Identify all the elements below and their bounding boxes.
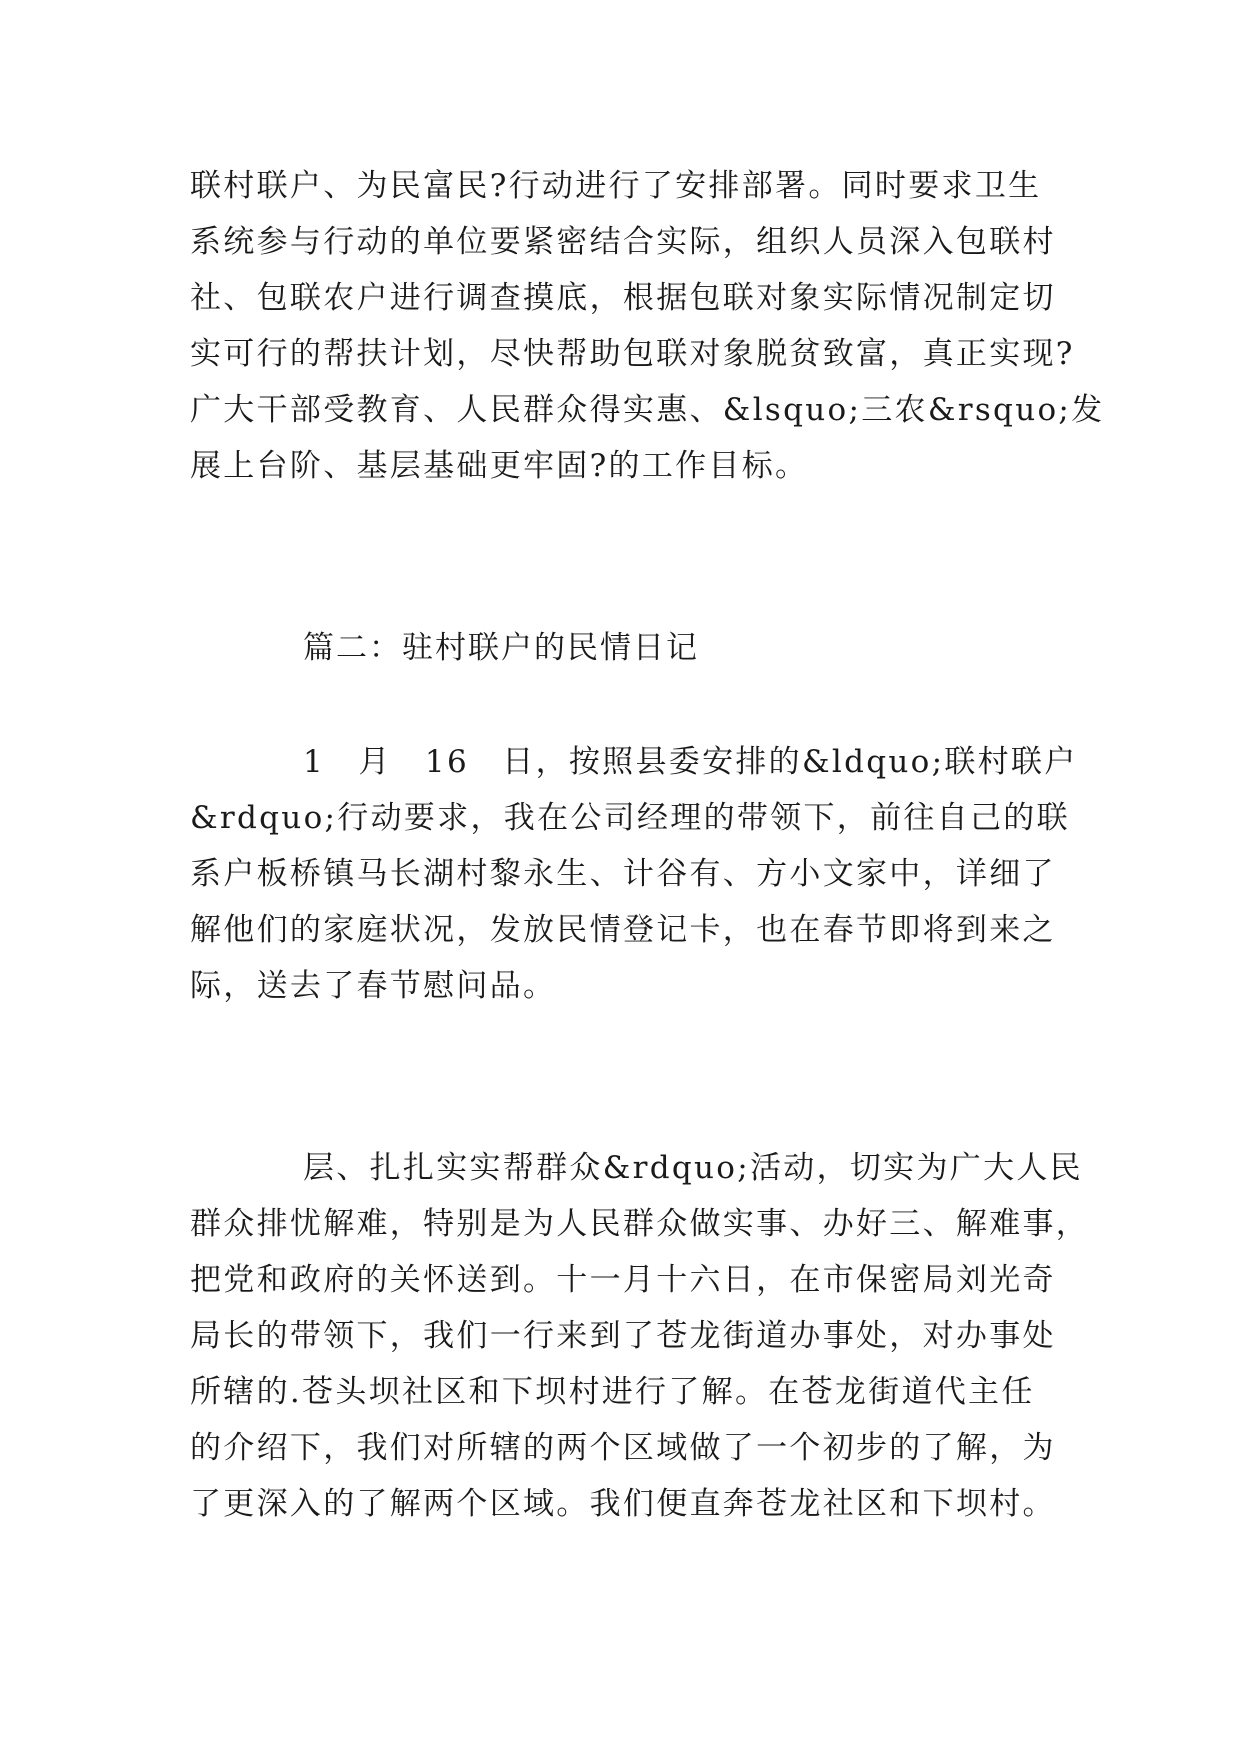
section-heading: 篇二：驻村联户的民情日记	[303, 630, 699, 666]
paragraph-line: 社、包联农户进行调查摸底，根据包联对象实际情况制定切	[190, 280, 1056, 316]
paragraph-line: 把党和政府的关怀送到。十一月十六日，在市保密局刘光奇	[190, 1262, 1056, 1298]
paragraph-line: 了更深入的了解两个区域。我们便直奔苍龙社区和下坝村。	[190, 1486, 1056, 1522]
paragraph-line: 解他们的家庭状况，发放民情登记卡，也在春节即将到来之	[190, 912, 1056, 948]
paragraph-line: 群众排忧解难，特别是为人民群众做实事、办好三、解难事，	[190, 1206, 1090, 1242]
paragraph-line: &rdquo;行动要求，我在公司经理的带领下，前往自己的联	[190, 800, 1070, 836]
paragraph-line: 广大干部受教育、人民群众得实惠、&lsquo;三农&rsquo;发	[190, 392, 1105, 428]
paragraph-line: 际，送去了春节慰问品。	[190, 968, 557, 1004]
paragraph-line: 局长的带领下，我们一行来到了苍龙街道办事处，对办事处	[190, 1318, 1056, 1354]
paragraph-line: 联村联户、为民富民?行动进行了安排部署。同时要求卫生	[190, 168, 1042, 204]
paragraph-line: 的介绍下，我们对所辖的两个区域做了一个初步的了解，为	[190, 1430, 1056, 1466]
paragraph-line: 系统参与行动的单位要紧密结合实际，组织人员深入包联村	[190, 224, 1056, 260]
paragraph-line: 层、扎扎实实帮群众&rdquo;活动，切实为广大人民	[303, 1150, 1083, 1186]
paragraph-line: 1 月 16 日，按照县委安排的&ldquo;联村联户	[303, 744, 1078, 780]
paragraph-line: 系户板桥镇马长湖村黎永生、计谷有、方小文家中，详细了	[190, 856, 1056, 892]
paragraph-line: 实可行的帮扶计划，尽快帮助包联对象脱贫致富，真正实现?	[190, 336, 1075, 372]
paragraph-line: 所辖的.苍头坝社区和下坝村进行了解。在苍龙街道代主任	[190, 1374, 1035, 1410]
paragraph-line: 展上台阶、基层基础更牢固?的工作目标。	[190, 448, 809, 484]
